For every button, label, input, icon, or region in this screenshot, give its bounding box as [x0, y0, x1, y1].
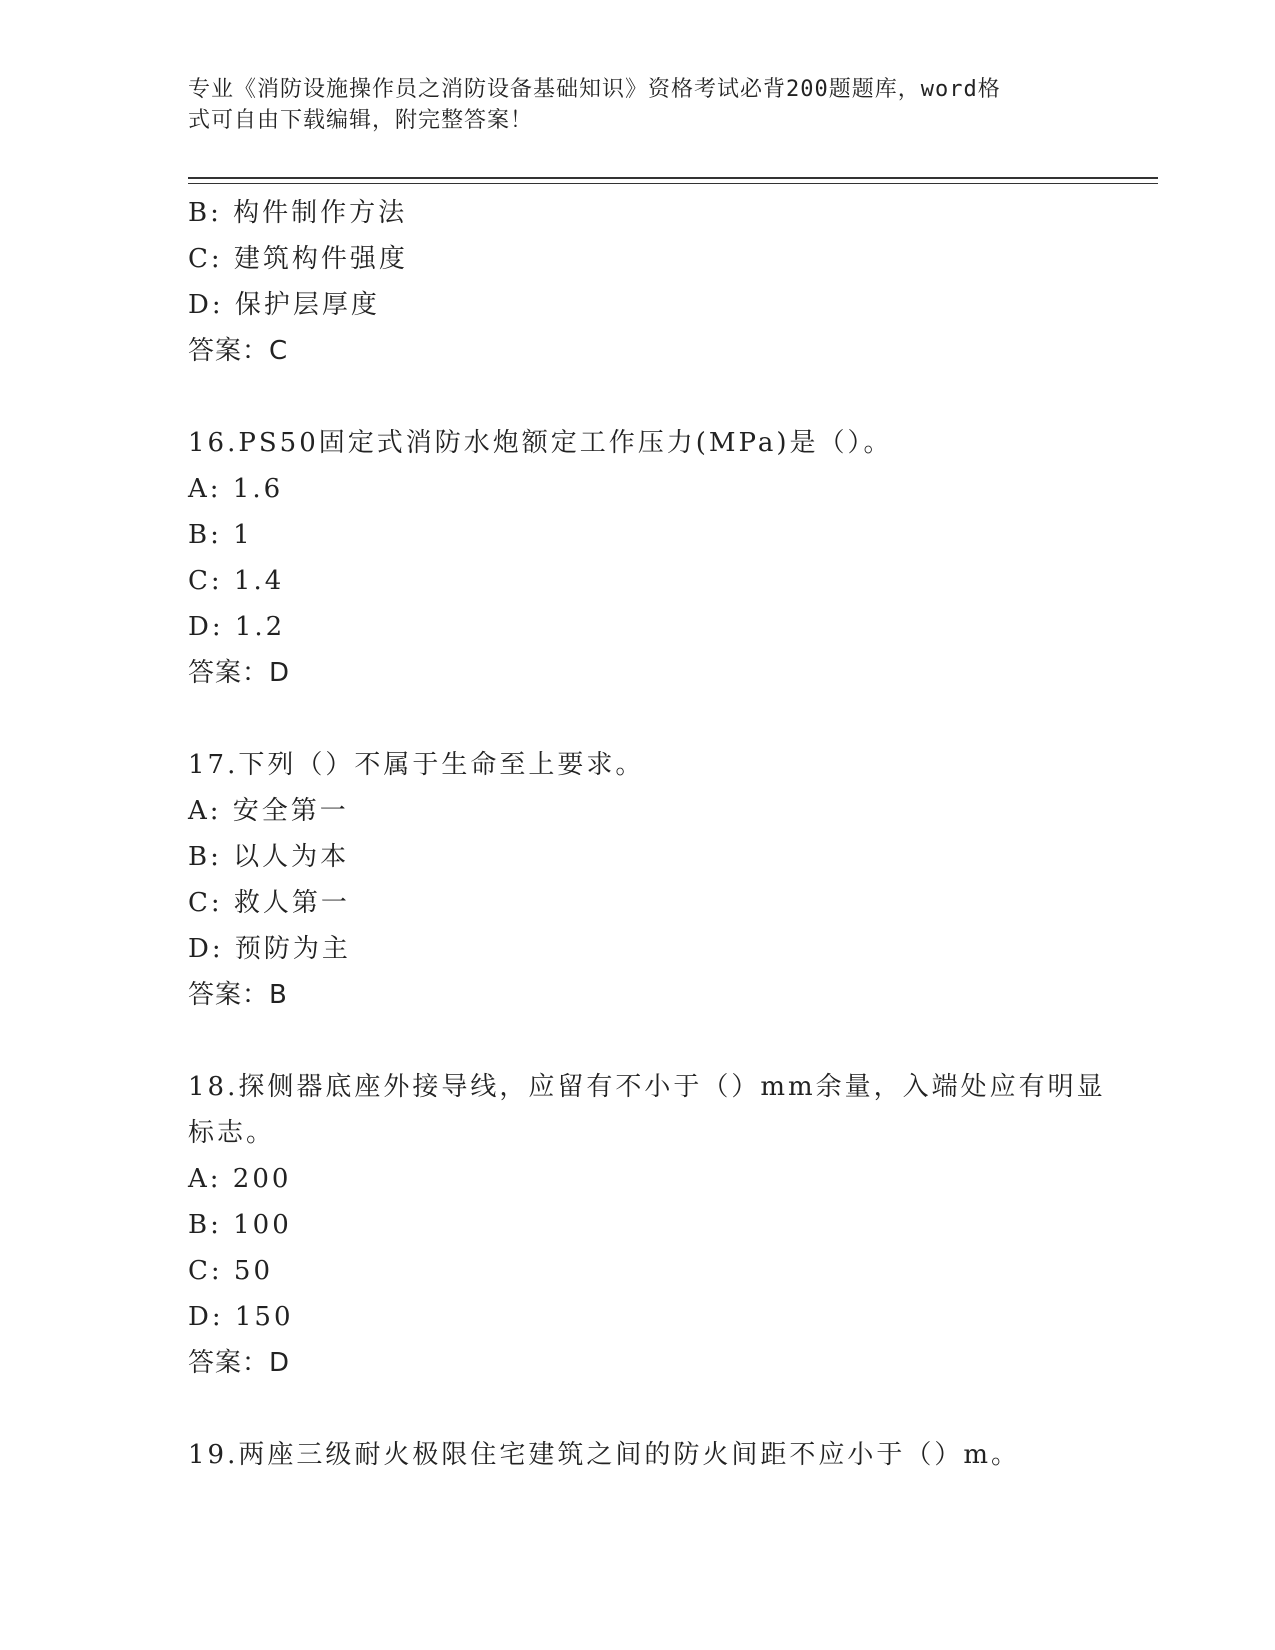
question-stem-line-1: 18.探侧器底座外接导线，应留有不小于（）mm余量，入端处应有明显	[188, 1072, 1106, 1102]
header-divider-thin	[188, 183, 1158, 184]
option-b: B: 构件制作方法	[188, 198, 408, 228]
question-fragment	[188, 190, 1088, 374]
question-stem: 16.PS50固定式消防水炮额定工作压力(MPa)是（）。	[188, 428, 893, 458]
question-18	[188, 1064, 1106, 1386]
question-stem: 17.下列（）不属于生命至上要求。	[188, 750, 645, 780]
question-16	[188, 420, 1088, 696]
answer-line: 答案：D	[188, 1348, 291, 1378]
option-c: C: 建筑构件强度	[188, 244, 408, 274]
spacer	[188, 374, 1088, 420]
option-d: D: 1.2	[188, 612, 286, 642]
answer-line: 答案：C	[188, 336, 289, 366]
option-d: D: 150	[188, 1302, 294, 1332]
header-divider-thick	[188, 177, 1158, 179]
option-c: C: 1.4	[188, 566, 285, 596]
option-b: B: 1	[188, 520, 253, 550]
header-line-1: 专业《消防设施操作员之消防设备基础知识》资格考试必背200题题库，word格	[188, 77, 1001, 102]
spacer	[188, 1018, 1088, 1064]
header-line-2: 式可自由下载编辑，附完整答案！	[188, 108, 534, 133]
option-c: C: 救人第一	[188, 888, 350, 918]
answer-line: 答案：D	[188, 658, 291, 688]
option-c: C: 50	[188, 1256, 274, 1286]
answer-line: 答案：B	[188, 980, 288, 1010]
option-a: A: 安全第一	[188, 796, 349, 826]
question-stem-line-2: 标志。	[188, 1118, 276, 1148]
option-d: D: 保护层厚度	[188, 290, 380, 320]
option-a: A: 200	[188, 1164, 292, 1194]
spacer	[188, 1386, 1088, 1432]
spacer	[188, 696, 1088, 742]
document-body	[188, 190, 1106, 1478]
option-a: A: 1.6	[188, 474, 284, 504]
document-header	[188, 74, 1068, 136]
question-17	[188, 742, 1088, 1018]
option-d: D: 预防为主	[188, 934, 351, 964]
option-b: B: 100	[188, 1210, 292, 1240]
question-19	[188, 1432, 1088, 1478]
option-b: B: 以人为本	[188, 842, 350, 872]
question-stem: 19.两座三级耐火极限住宅建筑之间的防火间距不应小于（）m。	[188, 1440, 1021, 1470]
